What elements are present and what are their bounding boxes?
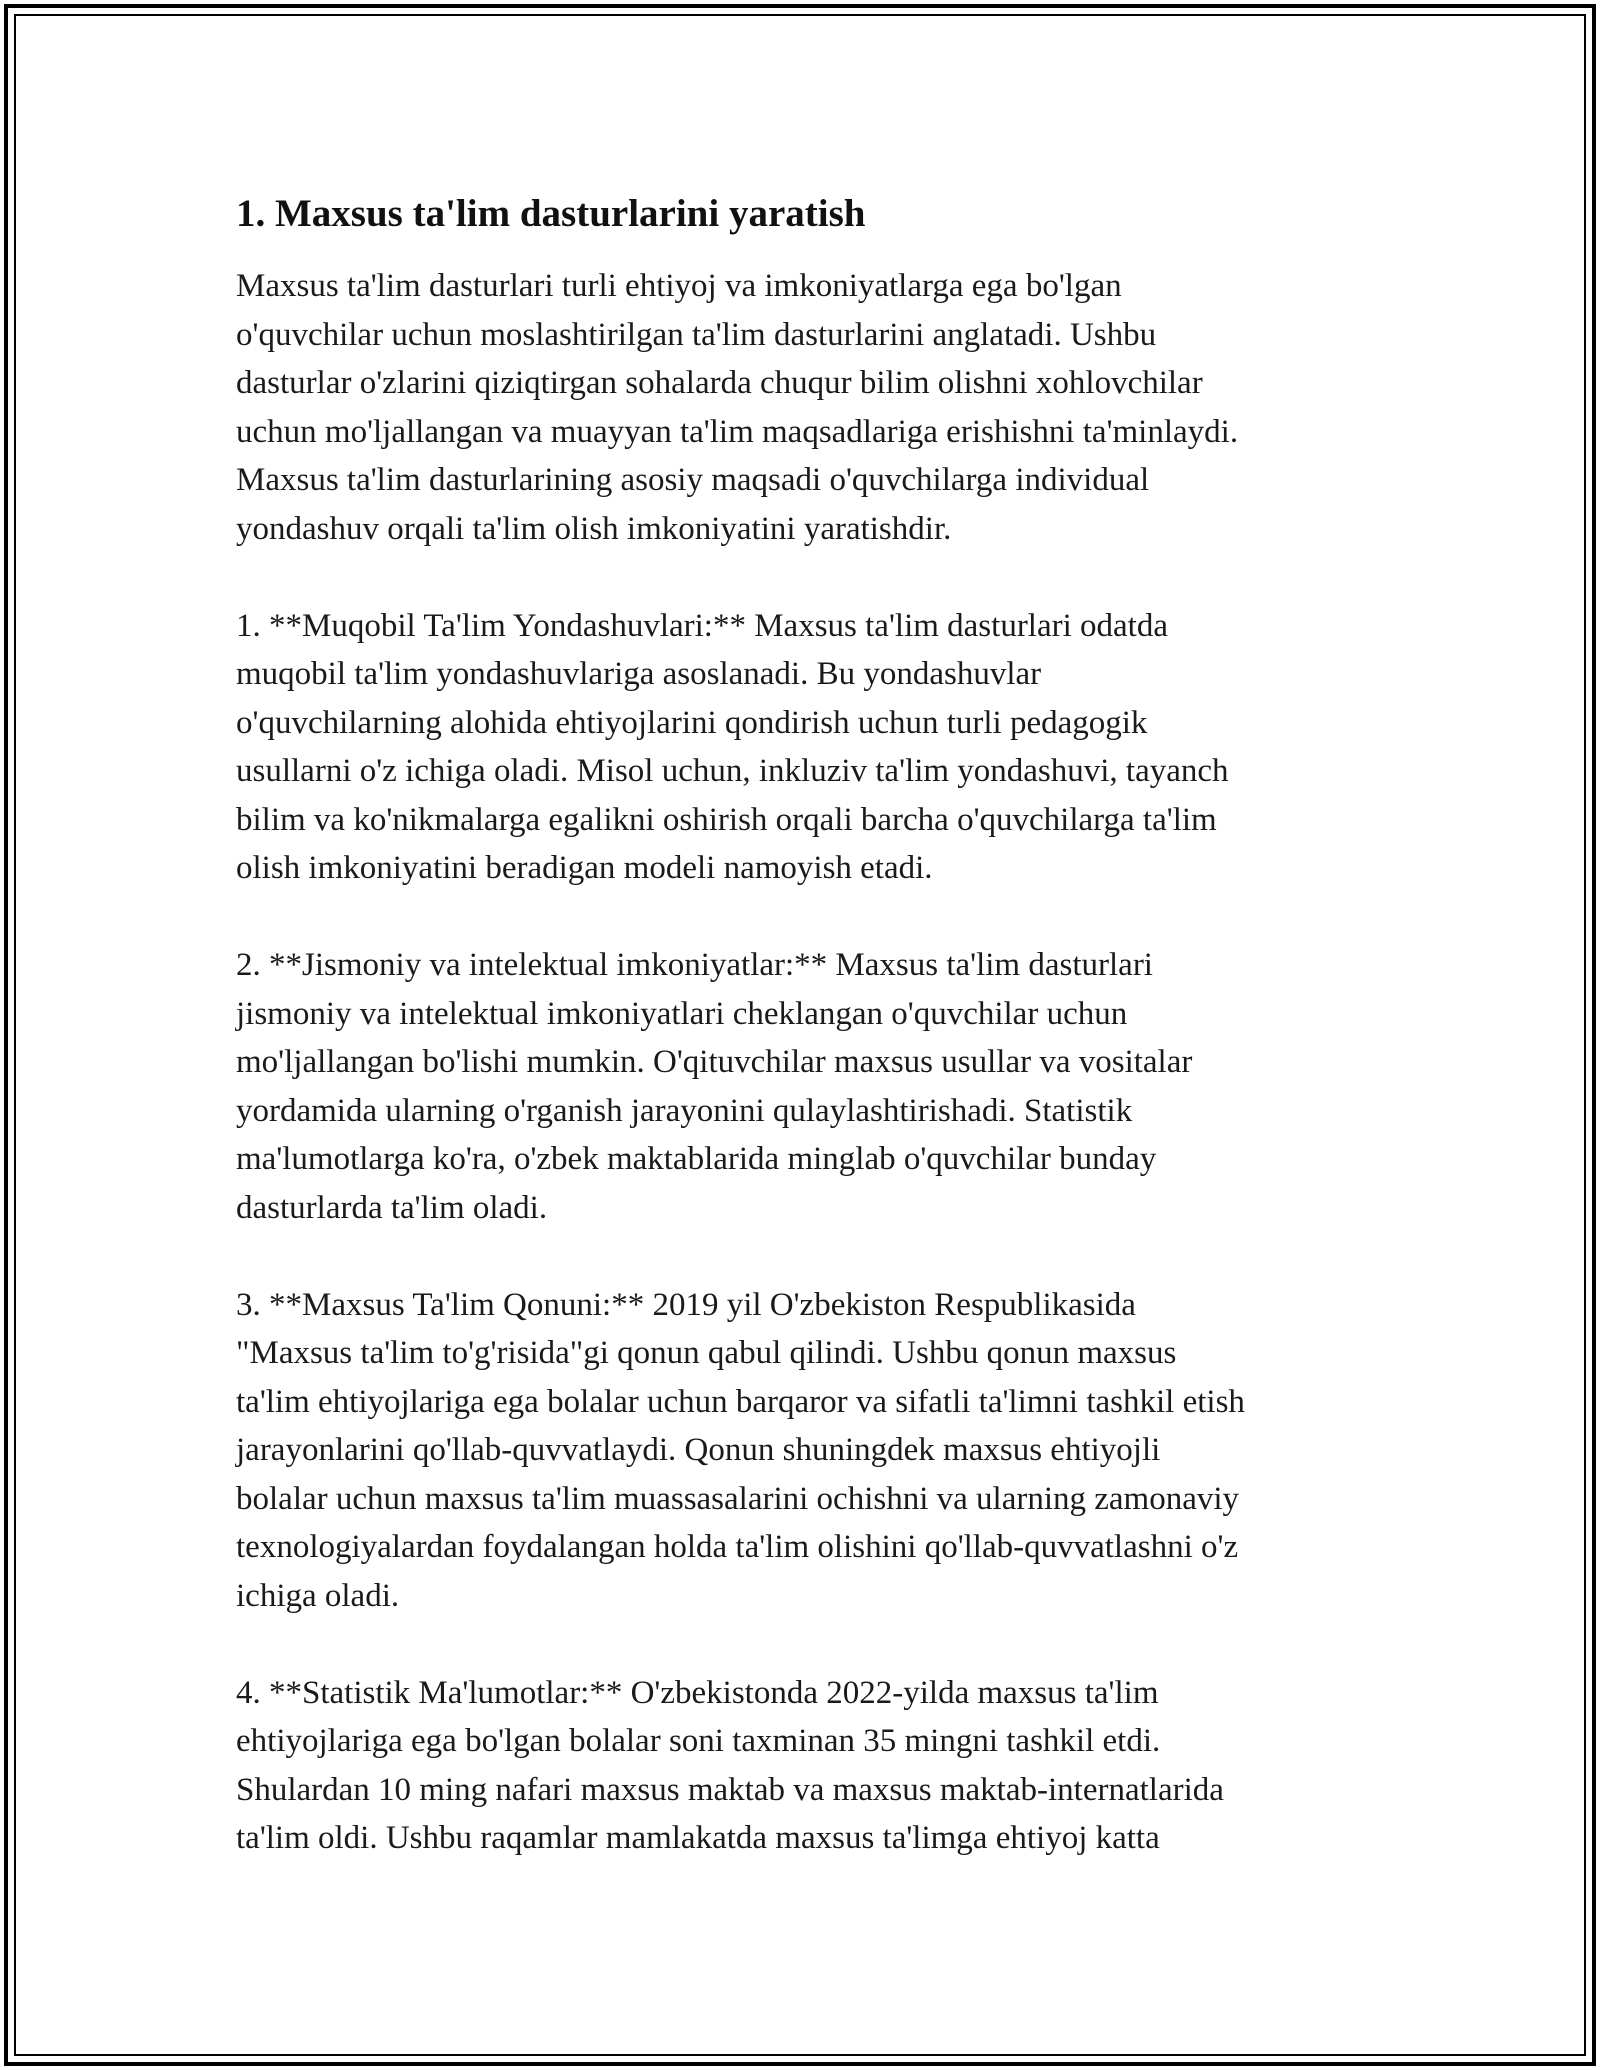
text-line: ta'lim oldi. Ushbu raqamlar mamlakatda maxsus ta'limga ehtiyoj katta	[236, 1820, 1160, 1856]
text-line: 4. **Statistik Ma'lumotlar:** O'zbekistonda 2022-yilda maxsus ta'lim	[236, 1674, 1159, 1711]
text-line: usullarni o'z ichiga oladi. Misol uchun, inkluziv ta'lim yondashuvi, tayanch	[236, 753, 1229, 789]
text-line: Shulardan 10 ming nafari maxsus maktab va maxsus maktab-internatlarida	[236, 1771, 1224, 1808]
intro-paragraph	[236, 262, 1366, 553]
text-line: 1. **Muqobil Ta'lim Yondashuvlari:** Maxsus ta'lim dasturlari odatda	[236, 607, 1168, 644]
text-line: ma'lumotlarga ko'ra, o'zbek maktablarida minglab o'quvchilar bunday	[236, 1141, 1157, 1177]
paragraph-list	[236, 262, 1366, 1863]
text-line: bilim va ko'nikmalarga egalikni oshirish orqali barcha o'quvchilarga ta'lim	[236, 801, 1217, 838]
text-line: yordamida ularning o'rganish jarayonini qulaylashtirishadi. Statistik	[236, 1092, 1133, 1129]
text-line: ta'lim ehtiyojlariga ega bolalar uchun barqaror va sifatli ta'limni tashkil etish	[236, 1383, 1245, 1420]
text-line: texnologiyalardan foydalangan holda ta'lim olishini qo'llab-quvvatlashni o'z	[236, 1529, 1239, 1565]
list-item-paragraph	[236, 602, 1366, 893]
text-line: ichiga oladi.	[236, 1577, 400, 1614]
text-line: ehtiyojlariga ega bo'lgan bolalar soni taxminan 35 mingni tashkil etdi.	[236, 1723, 1161, 1759]
text-line: o'quvchilarning alohida ehtiyojlarini qondirish uchun turli pedagogik	[236, 704, 1148, 741]
list-item-paragraph	[236, 941, 1366, 1232]
text-line: o'quvchilar uchun moslashtirilgan ta'lim dasturlarini anglatadi. Ushbu	[236, 316, 1157, 353]
text-line: dasturlar o'zlarini qiziqtirgan sohalarda chuqur bilim olishni xohlovchilar	[236, 365, 1203, 401]
list-item-paragraph	[236, 1281, 1366, 1621]
text-line: jarayonlarini qo'llab-quvvatlaydi. Qonun shuningdek maxsus ehtiyojli	[236, 1432, 1161, 1468]
text-line: uchun mo'ljallangan va muayyan ta'lim maqsadlariga erishishni ta'minlaydi.	[236, 413, 1239, 450]
text-line: muqobil ta'lim yondashuvlariga asoslanadi. Bu yondashuvlar	[236, 656, 1042, 692]
text-line: "Maxsus ta'lim to'g'risida"gi qonun qabul qilindi. Ushbu qonun maxsus	[236, 1335, 1177, 1371]
text-line: jismoniy va intelektual imkoniyatlari cheklangan o'quvchilar uchun	[236, 995, 1128, 1032]
text-line: bolalar uchun maxsus ta'lim muassasalarini ochishni va ularning zamonaviy	[236, 1480, 1240, 1517]
list-item-paragraph	[236, 1669, 1366, 1863]
text-line: yondashuv orqali ta'lim olish imkoniyatini yaratishdir.	[236, 510, 952, 547]
text-line: mo'ljallangan bo'lishi mumkin. O'qituvchilar maxsus usullar va vositalar	[236, 1044, 1193, 1080]
text-line: dasturlarda ta'lim oladi.	[236, 1189, 548, 1226]
text-line: 2. **Jismoniy va intelektual imkoniyatlar:** Maxsus ta'lim dasturlari	[236, 947, 1153, 983]
section-heading: 1. Maxsus ta'lim dasturlarini yaratish	[236, 192, 866, 235]
text-line: Maxsus ta'lim dasturlari turli ehtiyoj va imkoniyatlarga ega bo'lgan	[236, 268, 1122, 304]
document-body	[236, 188, 1366, 1911]
text-line: 3. **Maxsus Ta'lim Qonuni:** 2019 yil O'zbekiston Respublikasida	[236, 1286, 1136, 1323]
text-line: olish imkoniyatini beradigan modeli namoyish etadi.	[236, 850, 933, 886]
text-line: Maxsus ta'lim dasturlarining asosiy maqsadi o'quvchilarga individual	[236, 462, 1150, 498]
